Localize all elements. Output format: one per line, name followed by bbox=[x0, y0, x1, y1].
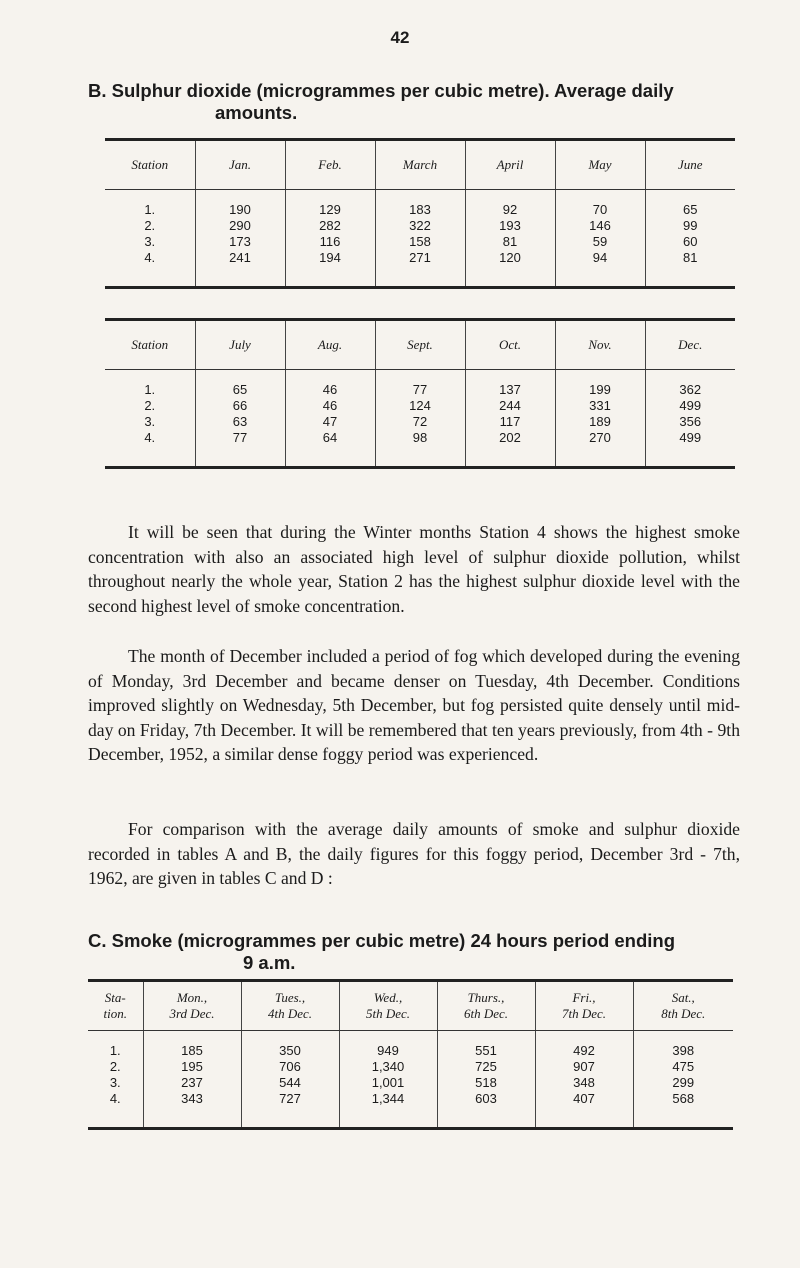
value-cell: 331 bbox=[555, 398, 645, 414]
value-cell: 1,340 bbox=[339, 1059, 437, 1075]
value-cell: 727 bbox=[241, 1091, 339, 1107]
value-cell: 81 bbox=[465, 234, 555, 250]
value-cell: 492 bbox=[535, 1043, 633, 1059]
value-cell: 499 bbox=[645, 430, 735, 446]
value-cell: 407 bbox=[535, 1091, 633, 1107]
table-c bbox=[88, 979, 733, 1130]
column-header bbox=[535, 981, 633, 1031]
value-cell: 60 bbox=[645, 234, 735, 250]
station-cell: 3. bbox=[144, 234, 156, 249]
column-header-line: 8th Dec. bbox=[661, 1006, 706, 1021]
value-cell: 185 bbox=[143, 1043, 241, 1059]
value-cell: 77 bbox=[375, 382, 465, 398]
table-row bbox=[105, 218, 735, 234]
value-cell: 603 bbox=[437, 1091, 535, 1107]
value-cell: 271 bbox=[375, 250, 465, 266]
value-cell: 475 bbox=[633, 1059, 733, 1075]
value-cell: 59 bbox=[555, 234, 645, 250]
column-header-line: 4th Dec. bbox=[267, 1006, 313, 1021]
column-header-line: Sat., bbox=[671, 990, 695, 1005]
column-header: March bbox=[375, 140, 465, 190]
value-cell: 322 bbox=[375, 218, 465, 234]
value-cell: 64 bbox=[285, 430, 375, 446]
table-row bbox=[88, 1043, 733, 1059]
table-b-heading-line1: B. Sulphur dioxide (microgrammes per cubic metre). Average daily bbox=[88, 80, 674, 101]
table-row bbox=[88, 1091, 733, 1107]
value-cell: 270 bbox=[555, 430, 645, 446]
value-cell: 46 bbox=[285, 398, 375, 414]
value-cell: 194 bbox=[285, 250, 375, 266]
station-cell: 3. bbox=[144, 414, 156, 429]
column-header-line: Mon., bbox=[176, 990, 208, 1005]
value-cell: 1,344 bbox=[339, 1091, 437, 1107]
table-b-heading bbox=[88, 80, 748, 124]
value-cell: 72 bbox=[375, 414, 465, 430]
column-header: April bbox=[465, 140, 555, 190]
table-row bbox=[105, 234, 735, 250]
paragraph-3: For comparison with the average daily amounts of smoke and sulphur dioxide recorded in tables A and B, the daily figures for this foggy period, December 3rd - 7th, 1962, are given in tables C and D : bbox=[88, 819, 740, 888]
value-cell: 99 bbox=[645, 218, 735, 234]
value-cell: 189 bbox=[555, 414, 645, 430]
station-cell: 4. bbox=[144, 250, 156, 265]
value-cell: 47 bbox=[285, 414, 375, 430]
value-cell: 193 bbox=[465, 218, 555, 234]
value-cell: 343 bbox=[143, 1091, 241, 1107]
value-cell: 202 bbox=[465, 430, 555, 446]
table-row bbox=[105, 414, 735, 430]
column-header: Sept. bbox=[375, 320, 465, 370]
station-cell: 2. bbox=[144, 218, 156, 233]
value-cell: 46 bbox=[285, 382, 375, 398]
table-c-heading-line2: 9 a.m. bbox=[243, 952, 296, 973]
column-header: June bbox=[645, 140, 735, 190]
station-cell: 3. bbox=[109, 1075, 121, 1090]
column-header-line: Thurs., bbox=[467, 990, 505, 1005]
column-header: Aug. bbox=[285, 320, 375, 370]
value-cell: 146 bbox=[555, 218, 645, 234]
table-row bbox=[88, 1075, 733, 1091]
column-header: Station bbox=[105, 320, 195, 370]
value-cell: 499 bbox=[645, 398, 735, 414]
value-cell: 199 bbox=[555, 382, 645, 398]
page-number: 42 bbox=[390, 28, 410, 47]
station-cell: 4. bbox=[144, 430, 156, 445]
column-header: May bbox=[555, 140, 645, 190]
column-header-line: Fri., bbox=[572, 990, 596, 1005]
station-cell: 2. bbox=[144, 398, 156, 413]
value-cell: 949 bbox=[339, 1043, 437, 1059]
value-cell: 116 bbox=[285, 234, 375, 250]
value-cell: 94 bbox=[555, 250, 645, 266]
value-cell: 137 bbox=[465, 382, 555, 398]
value-cell: 398 bbox=[633, 1043, 733, 1059]
value-cell: 568 bbox=[633, 1091, 733, 1107]
column-header: Feb. bbox=[285, 140, 375, 190]
value-cell: 518 bbox=[437, 1075, 535, 1091]
table-c-heading bbox=[88, 930, 748, 974]
column-header: Station bbox=[105, 140, 195, 190]
column-header-line: 6th Dec. bbox=[463, 1006, 509, 1021]
table-row bbox=[105, 398, 735, 414]
column-header bbox=[241, 981, 339, 1031]
column-header-line: Tues., bbox=[274, 990, 306, 1005]
column-header: Jan. bbox=[195, 140, 285, 190]
value-cell: 173 bbox=[195, 234, 285, 250]
station-cell: 1. bbox=[144, 382, 156, 397]
table-row bbox=[105, 382, 735, 398]
table-b-part1 bbox=[105, 138, 735, 289]
value-cell: 706 bbox=[241, 1059, 339, 1075]
paragraph-1: It will be seen that during the Winter months Station 4 shows the highest smoke concentration with also an associated high level of sulphur dioxide pollution, whilst throughout nearly the whole year, Station 2 has the highest sulphur dioxide level with the second highest level of smoke concentration. bbox=[88, 522, 740, 616]
value-cell: 1,001 bbox=[339, 1075, 437, 1091]
column-header-line: Sta- bbox=[104, 990, 126, 1005]
column-header-line: 5th Dec. bbox=[365, 1006, 411, 1021]
value-cell: 241 bbox=[195, 250, 285, 266]
value-cell: 120 bbox=[465, 250, 555, 266]
value-cell: 98 bbox=[375, 430, 465, 446]
station-cell: 4. bbox=[109, 1091, 121, 1106]
column-header: July bbox=[195, 320, 285, 370]
value-cell: 244 bbox=[465, 398, 555, 414]
column-header bbox=[88, 981, 143, 1031]
column-header bbox=[143, 981, 241, 1031]
value-cell: 282 bbox=[285, 218, 375, 234]
value-cell: 65 bbox=[645, 202, 735, 218]
column-header: Nov. bbox=[555, 320, 645, 370]
value-cell: 907 bbox=[535, 1059, 633, 1075]
value-cell: 129 bbox=[285, 202, 375, 218]
value-cell: 81 bbox=[645, 250, 735, 266]
station-cell: 2. bbox=[109, 1059, 121, 1074]
value-cell: 183 bbox=[375, 202, 465, 218]
value-cell: 195 bbox=[143, 1059, 241, 1075]
column-header-line: 7th Dec. bbox=[561, 1006, 607, 1021]
value-cell: 63 bbox=[195, 414, 285, 430]
value-cell: 299 bbox=[633, 1075, 733, 1091]
value-cell: 237 bbox=[143, 1075, 241, 1091]
value-cell: 190 bbox=[195, 202, 285, 218]
table-row bbox=[105, 250, 735, 266]
value-cell: 117 bbox=[465, 414, 555, 430]
value-cell: 350 bbox=[241, 1043, 339, 1059]
value-cell: 124 bbox=[375, 398, 465, 414]
paragraph-2: The month of December included a period of fog which developed during the evening of Monday, 3rd December and became denser on Tuesday, 4th December. Conditions improved slightly on Wednesday, 5th December, but fog persisted quite densely until mid-day on Friday, 7th December. It will be remembered that ten years previously, from 4th - 9th December, 1952, a similar dense foggy period was experienced. bbox=[88, 646, 740, 764]
table-row bbox=[88, 1059, 733, 1075]
table-c-heading-line1: C. Smoke (microgrammes per cubic metre) 24 hours period ending bbox=[88, 930, 676, 951]
value-cell: 70 bbox=[555, 202, 645, 218]
column-header-line: Wed., bbox=[373, 990, 403, 1005]
table-row bbox=[105, 202, 735, 218]
value-cell: 65 bbox=[195, 382, 285, 398]
column-header-line: tion. bbox=[103, 1006, 127, 1021]
column-header bbox=[339, 981, 437, 1031]
value-cell: 356 bbox=[645, 414, 735, 430]
column-header bbox=[437, 981, 535, 1031]
value-cell: 551 bbox=[437, 1043, 535, 1059]
column-header: Oct. bbox=[465, 320, 555, 370]
value-cell: 290 bbox=[195, 218, 285, 234]
table-b-heading-line2: amounts. bbox=[215, 102, 298, 123]
table-row bbox=[105, 430, 735, 446]
value-cell: 66 bbox=[195, 398, 285, 414]
column-header-line: 3rd Dec. bbox=[169, 1006, 215, 1021]
station-cell: 1. bbox=[109, 1043, 121, 1058]
value-cell: 92 bbox=[465, 202, 555, 218]
value-cell: 158 bbox=[375, 234, 465, 250]
value-cell: 77 bbox=[195, 430, 285, 446]
table-b-part2 bbox=[105, 318, 735, 469]
value-cell: 725 bbox=[437, 1059, 535, 1075]
value-cell: 544 bbox=[241, 1075, 339, 1091]
value-cell: 362 bbox=[645, 382, 735, 398]
column-header bbox=[633, 981, 733, 1031]
value-cell: 348 bbox=[535, 1075, 633, 1091]
column-header: Dec. bbox=[645, 320, 735, 370]
station-cell: 1. bbox=[144, 202, 156, 217]
